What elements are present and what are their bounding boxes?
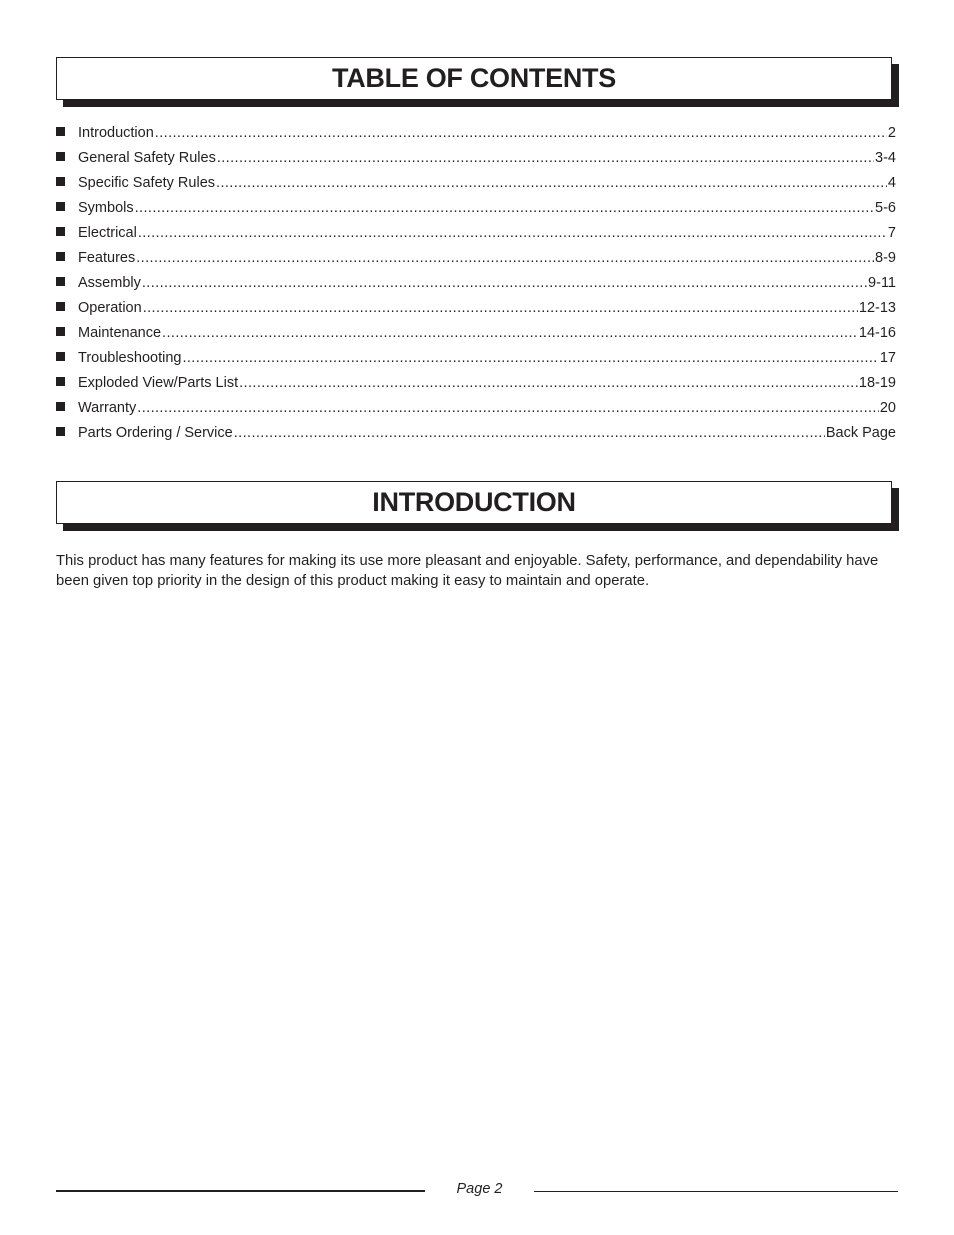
toc-item <box>56 196 896 221</box>
dot-leader <box>137 396 879 421</box>
toc-item <box>56 371 896 396</box>
toc-item-title: Assembly <box>78 275 141 291</box>
square-bullet-icon <box>56 327 65 336</box>
toc-item-title: Troubleshooting <box>78 350 182 366</box>
dot-leader <box>162 321 858 346</box>
toc-item <box>56 171 896 196</box>
intro-heading: INTRODUCTION <box>372 487 576 517</box>
dot-leader <box>143 296 858 321</box>
square-bullet-icon <box>56 377 65 386</box>
toc-item-title: Symbols <box>78 200 134 216</box>
toc-item-title: Specific Safety Rules <box>78 175 216 191</box>
toc-item-page: 2 <box>887 125 896 141</box>
toc-item-title: Parts Ordering / Service <box>78 425 233 441</box>
toc-item-title: General Safety Rules <box>78 150 216 166</box>
toc-heading: TABLE OF CONTENTS <box>332 63 616 93</box>
dot-leader <box>138 221 887 246</box>
toc-item-title: Introduction <box>78 125 154 141</box>
footer-rule-right <box>534 1191 898 1192</box>
toc-item <box>56 421 896 446</box>
toc-item <box>56 121 896 146</box>
toc-item <box>56 396 896 421</box>
square-bullet-icon <box>56 227 65 236</box>
footer-page-number: Page 2 <box>456 1181 503 1197</box>
dot-leader <box>216 171 887 196</box>
toc-item <box>56 271 896 296</box>
dot-leader <box>239 371 858 396</box>
dot-leader <box>182 346 878 371</box>
square-bullet-icon <box>56 152 65 161</box>
dot-leader <box>234 421 825 446</box>
toc-item-page: Back Page <box>825 425 896 441</box>
square-bullet-icon <box>56 252 65 261</box>
toc-item <box>56 296 896 321</box>
toc-item-page: 20 <box>879 400 896 416</box>
square-bullet-icon <box>56 427 65 436</box>
dot-leader <box>142 271 867 296</box>
dot-leader <box>155 121 887 146</box>
square-bullet-icon <box>56 302 65 311</box>
square-bullet-icon <box>56 402 65 411</box>
toc-item-title: Electrical <box>78 225 137 241</box>
toc-item-page: 8-9 <box>875 250 896 266</box>
toc-item <box>56 146 896 171</box>
toc-item <box>56 221 896 246</box>
toc-item-page: 3-4 <box>875 150 896 166</box>
toc-item-title: Operation <box>78 300 142 316</box>
toc-item-page: 14-16 <box>858 325 896 341</box>
square-bullet-icon <box>56 177 65 186</box>
square-bullet-icon <box>56 277 65 286</box>
dot-leader <box>136 246 874 271</box>
toc-item-page: 5-6 <box>875 200 896 216</box>
toc-item-page: 17 <box>879 350 896 366</box>
toc-item-title: Exploded View/Parts List <box>78 375 239 391</box>
toc-item-title: Warranty <box>78 400 137 416</box>
intro-paragraph: This product has many features for making its use more pleasant and enjoyable. Safety, performance, and dependability have been given top priority in the design of this product making it easy to maintain and operate. <box>56 553 879 589</box>
toc-item-title: Features <box>78 250 136 266</box>
square-bullet-icon <box>56 352 65 361</box>
toc-item <box>56 346 896 371</box>
toc-item-page: 4 <box>887 175 896 191</box>
dot-leader <box>135 196 874 221</box>
toc-item-page: 12-13 <box>858 300 896 316</box>
toc-heading-banner <box>56 57 892 100</box>
square-bullet-icon <box>56 127 65 136</box>
dot-leader <box>217 146 874 171</box>
toc-item <box>56 246 896 271</box>
toc-item-page: 18-19 <box>858 375 896 391</box>
square-bullet-icon <box>56 202 65 211</box>
toc-item-title: Maintenance <box>78 325 162 341</box>
toc-item <box>56 321 896 346</box>
toc-item-page: 7 <box>887 225 896 241</box>
footer-rule-left <box>56 1190 425 1192</box>
toc-item-page: 9-11 <box>868 275 896 291</box>
intro-heading-banner <box>56 481 892 524</box>
toc-list <box>56 121 896 446</box>
